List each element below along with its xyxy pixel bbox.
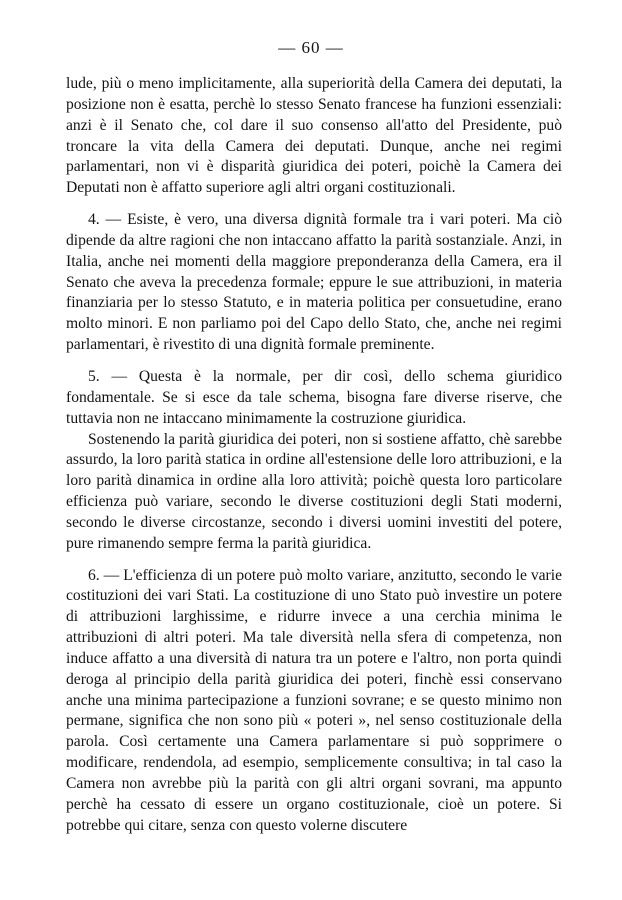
paragraph-section-5-continued: Sostenendo la parità giuridica dei poteri, non si sostiene affatto, chè sarebbe assurdo, la loro parità statica in ordine all'estensione delle loro attribuzioni, e la loro parità dinamica in ordine alla loro attività; poichè questa loro particolare efficienza può variare, secondo le diverse costituzioni degli Stati moderni, secondo le diverse circostanze, secondo i diversi uomini investiti del potere, pure rimanendo sempre ferma la parità giuridica. — [66, 430, 562, 552]
paragraph-section-4: 4. — Esiste, è vero, una diversa dignità formale tra i vari poteri. Ma ciò dipende da altre ragioni che non intaccano affatto la parità sostanziale. Anzi, in Italia, anche nei momenti della maggiore preponderanza della Camera, era il Senato che aveva la precedenza formale; eppure le sue attribuzioni, in materia finanziaria per lo stesso Statuto, e in materia politica per consuetudine, erano molto minori. E non parliamo poi del Capo dello Stato, che, anche nei regimi parlamentari, è rivestito di una dignità formale preminente. — [66, 211, 562, 354]
body-text — [66, 74, 562, 837]
paragraph-section-5: 5. — Questa è la normale, per dir così, dello schema giuridico fondamentale. Se si esce da tale schema, bisogna fare diverse riserve, che tuttavia non ne intaccano minimamente la costruzione giuridica. — [66, 367, 562, 427]
paragraph-continuation: lude, più o meno implicitamente, alla superiorità della Camera dei deputati, la posizione non è esatta, perchè lo stesso Senato francese ha funzioni essenziali: anzi è il Senato che, col dare il suo consenso all'atto del Presidente, può troncare la vita della Camera dei deputati. Dunque, anche nei regimi parlamentari, non vi è disparità giuridica dei poteri, poichè la Camera dei Deputati non è affatto superiore agli altri organi costituzionali. — [66, 75, 562, 197]
page-number: — 60 — — [278, 38, 344, 57]
paragraph-section-6: 6. — L'efficienza di un potere può molto variare, anzitutto, secondo le varie costituzioni dei vari Stati. La costituzione di uno Stato può investire un potere di attribuzioni larghissime, e ridurre invece a una cerchia minima le attribuzioni di altri poteri. Ma tale diversità nella sfera di competenza, non induce affatto a una diversità di natura tra un potere e l'altro, non porta quindi deroga al principio della parità giuridica dei poteri, finchè essi conservano anche una minima partecipazione a funzioni sovrane; e se questo minimo non permane, significa che non sono più « poteri », nel senso costituzionale della parola. Così certamente una Camera parlamentare si può sopprimere o modificare, rendendola, ad esempio, semplicemente consultiva; in tal caso la Camera non avrebbe più la parità con gli altri organi sovrani, ma appunto perchè ha cessato di essere un organo costituzionale, cioè un potere. Si potrebbe qui citare, senza con questo volerne discutere — [66, 566, 562, 834]
